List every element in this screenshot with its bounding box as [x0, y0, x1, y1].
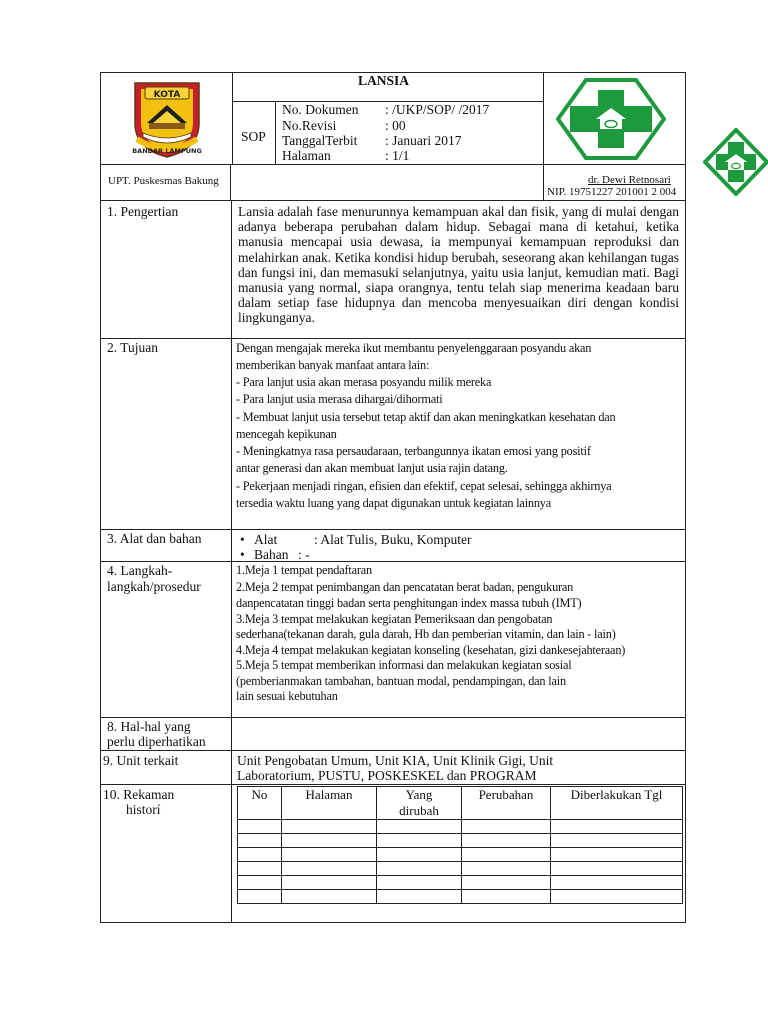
alat-item-value: : Alat Tulis, Buku, Komputer: [314, 532, 472, 547]
section-langkah-label-2: langkah/prosedur: [107, 579, 201, 594]
tujuan-line: - Pekerjaan menjadi ringan, efisien dan efektif, cepat selesai, sehingga akhirnya: [236, 479, 612, 493]
langkah-line: (pemberianmakan tambahan, bantuan modal, pendampingan, dan lain: [236, 674, 566, 688]
section-hal-label-2: perlu diperhatikan: [107, 734, 206, 749]
bahan-item-name: Bahan: [254, 547, 289, 562]
tujuan-line: - Para lanjut usia akan merasa posyandu milik mereka: [236, 375, 492, 389]
section-tujuan-label: 2. Tujuan: [107, 340, 159, 355]
puskesmas-logo-outside: [703, 128, 768, 196]
bullet-icon: •: [240, 547, 245, 562]
tujuan-line: antar generasi dan akan membuat lanjut usia rajin datang.: [236, 461, 508, 475]
issue-date-label: TanggalTerbit: [282, 133, 358, 148]
revision-value: : 00: [385, 118, 406, 133]
unit-name: UPT. Puskesmas Bakung: [108, 175, 219, 187]
tujuan-line: Dengan mengajak mereka ikut membantu penyelenggaraan posyandu akan: [236, 341, 592, 355]
col-perubahan: Perubahan: [462, 787, 551, 820]
alat-item-name: Alat: [254, 532, 278, 547]
bullet-icon: •: [240, 532, 245, 547]
col-halaman: Halaman: [282, 787, 377, 820]
header-section-line: [100, 200, 686, 201]
alat-item: [240, 532, 472, 548]
table-row: [238, 848, 683, 862]
langkah-line: lain sesuai kebutuhan: [236, 689, 338, 703]
header-bottom-line: [100, 164, 686, 165]
header-divider-logo: [232, 72, 233, 164]
tujuan-line: - Para lanjut usia merasa dihargai/dihormati: [236, 392, 443, 406]
table-row: [238, 834, 683, 848]
doc-number-label: No. Dokumen: [282, 102, 359, 117]
issue-date-value: : Januari 2017: [385, 133, 462, 148]
history-header-row: [238, 787, 683, 820]
table-row: [238, 820, 683, 834]
history-table: [237, 786, 683, 904]
langkah-line: 1.Meja 1 tempat pendaftaran: [236, 563, 372, 577]
table-row: [238, 890, 683, 904]
tujuan-line: - Membuat lanjut usia tersebut tetap aktif dan akan meningkatkan kesehatan dan: [236, 410, 616, 424]
document-title: LANSIA: [358, 73, 410, 88]
col-diberlakukan: Diberlakukan Tgl: [551, 787, 683, 820]
row-sep-1: [100, 338, 686, 339]
langkah-line: 3.Meja 3 tempat melakukan kegiatan Pemeriksaan dan pengobatan: [236, 612, 553, 626]
city-emblem-logo: [131, 79, 203, 159]
header-sop-divider: [275, 101, 276, 164]
col-yang-dirubah: [377, 787, 462, 820]
tujuan-line: memberikan banyak manfaat antara lain:: [236, 358, 430, 372]
signer-name: dr. Dewi Retnosari: [588, 174, 671, 186]
revision-label: No.Revisi: [282, 118, 337, 133]
section-unit-label: 9. Unit terkait: [103, 753, 179, 768]
langkah-line: sederhana(tekanan darah, gula darah, Hb dan pemberian vitamin, dan lain - lain): [236, 627, 616, 641]
puskesmas-logo: [556, 78, 666, 160]
section-pengertian-label: 1. Pengertian: [107, 204, 179, 219]
sop-label: SOP: [241, 129, 266, 144]
frame-bottom-border: [100, 922, 686, 923]
signer-nip: NIP. 19751227 201001 2 004: [547, 186, 677, 198]
row-sep-5: [100, 750, 686, 751]
tujuan-line: mencegah kepikunan: [236, 427, 337, 441]
langkah-line: 4.Meja 4 tempat melakukan kegiatan konseling (kesehatan, gizi dankesejahteraan): [236, 643, 626, 657]
section-hal-label-1: 8. Hal-hal yang: [107, 719, 191, 734]
section-rekaman-label-1: 10. Rekaman: [103, 787, 175, 802]
langkah-line: 5.Meja 5 tempat memberikan informasi dan melakukan kegiatan sosial: [236, 658, 572, 672]
table-row: [238, 876, 683, 890]
row-sep-3: [100, 561, 686, 562]
table-row: [238, 862, 683, 876]
row-sep-2: [100, 529, 686, 530]
header-divider-right: [543, 72, 544, 200]
unit-row-divider: [230, 164, 231, 200]
col-yang: Yang: [405, 787, 433, 802]
doc-number-value: : /UKP/SOP/ /2017: [385, 102, 490, 117]
bahan-item-value: : -: [298, 547, 310, 562]
col-no: No: [238, 787, 282, 820]
row-sep-6: [100, 784, 686, 785]
row-sep-4: [100, 717, 686, 718]
section-rekaman-label-2: historí: [126, 802, 161, 817]
col-dirubah: dirubah: [399, 803, 439, 818]
page-label: Halaman: [282, 148, 331, 163]
unit-terkait-line-2: Laboratorium, PUSTU, POSKESKEL dan PROGRAM: [237, 768, 537, 783]
langkah-line: 2.Meja 2 tempat penimbangan dan pencatatan berat badan, pengukuran: [236, 580, 574, 594]
section-langkah-label-1: 4. Langkah-: [107, 563, 173, 578]
bahan-item: [240, 547, 310, 563]
section-alat-label: 3. Alat dan bahan: [107, 531, 202, 546]
tujuan-line: tersedia waktu luang yang dapat digunakan untuk kegiatan lainnya: [236, 496, 552, 510]
logo-text-city: BANDAR LAMPUNG: [132, 147, 202, 155]
langkah-line: danpencatatan tinggi badan serta penghitungan index massa tubuh (IMT): [236, 596, 582, 610]
tujuan-line: - Meningkatnya rasa persaudaraan, terbangunnya ikatan emosi yang positif: [236, 444, 591, 458]
logo-text-kota: KOTA: [153, 90, 181, 100]
unit-terkait-line-1: Unit Pengobatan Umum, Unit KIA, Unit Klinik Gigi, Unit: [237, 753, 554, 768]
section-pengertian-text: Lansia adalah fase menurunnya kemampuan akal dan fisik, yang di mulai dengan adanya beberapa perubahan dalam hidup. Sebagai mana di ketahui, ketika manusia mencapai usia dewasa, ia mempunyai kemampuan reproduksi dan melahirkan anak. Ketika kondisi hidup berubah, seseorang akan kehilangan tugas dan fungsi ini, dan memasuki selanjutnya, yaitu usia lanjut, kemudian mati. Bagi manusia yang normal, siapa orangnya, tentu telah siap menerima keadaan baru dalam setiap fase hidupnya dan mencoba menyesuaikan diri dengan kondisi lingkunganya.: [238, 204, 679, 326]
page-value: : 1/1: [385, 148, 410, 163]
